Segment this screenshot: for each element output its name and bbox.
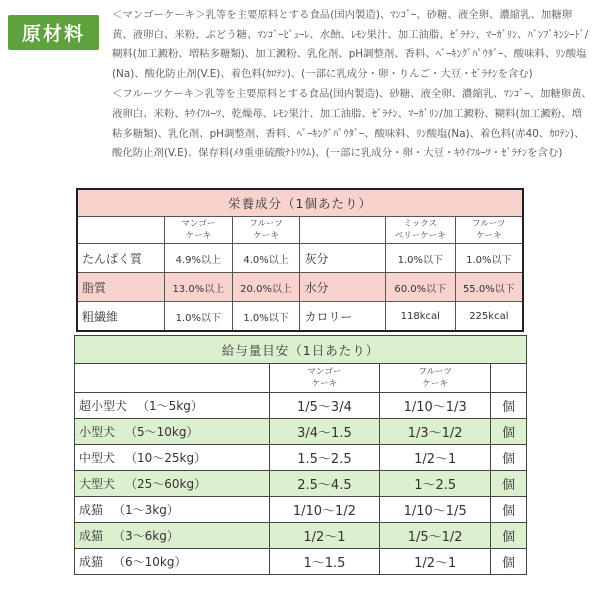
feeding-label: 小型犬 （5～10kg） — [75, 419, 270, 445]
feeding-mango: 3/4～1.5 — [269, 419, 380, 445]
feeding-fruit: 1～2.5 — [380, 471, 491, 497]
feeding-fruit: 1/10～1/5 — [380, 497, 491, 523]
nutrition-value: 1.0%以下 — [232, 302, 300, 332]
feeding-row — [75, 497, 527, 523]
nutrition-value: 4.0%以上 — [232, 244, 300, 273]
nutrition-header-mango: マンゴー ケーキ — [164, 217, 232, 244]
nutrition-value: 1.0%以下 — [385, 244, 455, 273]
nutrition-value: 60.0%以下 — [385, 273, 455, 302]
feeding-mango: 2.5～4.5 — [269, 471, 380, 497]
feeding-row — [75, 445, 527, 471]
feeding-label: 成猫 （1～3kg） — [75, 497, 270, 523]
feeding-fruit: 1/2～1 — [380, 549, 491, 575]
feeding-mango: 1/5～3/4 — [269, 393, 380, 419]
fruit-ingredients: ＜フルーツケーキ＞乳等を主要原料とする食品(国内製造)、砂糖、液全卵、濃縮乳、ﾏﾝｺﾞｰ、加糖卵黄、液卵白、米粉、ｷｳｲﾌﾙｰﾂ、乾燥苺、ﾚﾓﾝ果汁、加工油脂、ｾﾞﾗﾁﾝ、ﾏｰｶﾞﾘﾝ/加工澱粉、糊料(加工澱粉、増粘多糖類)、乳化剤、pH調整剤、香料、ﾍﾞｰｷﾝｸﾞﾊﾟｳﾀﾞｰ、酸味料、ﾘﾝ酸塩(Na)、着色料(赤40、ｶﾛﾃﾝ)、酸化防止剤(V.E)、保存料(ﾒﾀ重亜硫酸ﾅﾄﾘｳﾑ)、(一部に乳成分・卵・大豆・ｷｳｲﾌﾙｰﾂ・ｾﾞﾗﾁﾝを含む) — [112, 88, 592, 160]
feeding-fruit: 1/3～1/2 — [380, 419, 491, 445]
ingredients-badge: 原材料 — [8, 15, 99, 50]
nutrition-header-mix: ミックス ベリーケーキ — [385, 217, 455, 244]
feeding-table — [74, 335, 527, 575]
feeding-row — [75, 549, 527, 575]
feeding-row — [75, 393, 527, 419]
nutrition-label: カロリー — [300, 302, 385, 332]
nutrition-label: 水分 — [300, 273, 385, 302]
feeding-unit: 個 — [491, 445, 527, 471]
feeding-header-blank — [75, 364, 270, 393]
nutrition-value: 1.0%以下 — [164, 302, 232, 332]
feeding-header-blank2 — [491, 364, 527, 393]
nutrition-label: 灰分 — [300, 244, 385, 273]
ingredients-text — [112, 6, 592, 164]
feeding-mango: 1.5～2.5 — [269, 445, 380, 471]
feeding-unit: 個 — [491, 393, 527, 419]
feeding-label: 超小型犬 （1～5kg） — [75, 393, 270, 419]
nutrition-value: 55.0%以下 — [455, 273, 523, 302]
feeding-unit: 個 — [491, 471, 527, 497]
feeding-fruit: 1/2～1 — [380, 445, 491, 471]
nutrition-value: 20.0%以上 — [232, 273, 300, 302]
feeding-mango: 1/2～1 — [269, 523, 380, 549]
nutrition-value: 118kcal — [385, 302, 455, 332]
feeding-title: 給与量目安（1日あたり） — [75, 336, 527, 364]
nutrition-label: たんぱく質 — [77, 244, 164, 273]
nutrition-label: 粗繊維 — [77, 302, 164, 332]
nutrition-value: 225kcal — [455, 302, 523, 332]
nutrition-row — [77, 302, 523, 332]
nutrition-value: 4.9%以上 — [164, 244, 232, 273]
feeding-label: 成猫 （6～10kg） — [75, 549, 270, 575]
feeding-unit: 個 — [491, 497, 527, 523]
feeding-label: 中型犬 （10～25kg） — [75, 445, 270, 471]
nutrition-value: 1.0%以下 — [455, 244, 523, 273]
nutrition-header-blank — [77, 217, 164, 244]
feeding-unit: 個 — [491, 549, 527, 575]
feeding-mango: 1～1.5 — [269, 549, 380, 575]
nutrition-header-fruit: フルーツ ケーキ — [232, 217, 300, 244]
nutrition-label: 脂質 — [77, 273, 164, 302]
nutrition-header-blank2 — [300, 217, 385, 244]
nutrition-title: 栄養成分（1個あたり） — [77, 189, 523, 217]
nutrition-row — [77, 244, 523, 273]
mango-ingredients: ＜マンゴーケーキ＞乳等を主要原料とする食品(国内製造)、ﾏﾝｺﾞｰ、砂糖、液全卵、濃縮乳、加糖卵黄、液卵白、米粉、ぶどう糖、ﾏﾝｺﾞｰﾋﾟｭｰﾚ、水飴、ﾚﾓﾝ果汁、加工油脂、ｾﾞﾗﾁﾝ、ﾏｰｶﾞﾘﾝ、ﾊﾞﾝﾌﾞｷﾝｼｰﾄﾞ/糊料(加工澱粉、増粘多糖類)、加工澱粉、乳化剤、pH調整剤、香料、ﾍﾞｰｷﾝｸﾞﾊﾟｳﾀﾞｰ、酸味料、ﾘﾝ酸塩(Na)、酸化防止剤(V.E)、着色料(ｶﾛﾃﾝ)、(一部に乳成分・卵・りんご・大豆・ｾﾞﾗﾁﾝを含む) — [112, 9, 589, 80]
feeding-fruit: 1/10～1/3 — [380, 393, 491, 419]
feeding-label: 成猫 （3～6kg） — [75, 523, 270, 549]
feeding-label: 大型犬 （25～60kg） — [75, 471, 270, 497]
feeding-unit: 個 — [491, 419, 527, 445]
feeding-header-mango: マンゴー ケーキ — [269, 364, 380, 393]
feeding-fruit: 1/5～1/2 — [380, 523, 491, 549]
feeding-mango: 1/10～1/2 — [269, 497, 380, 523]
nutrition-row — [77, 273, 523, 302]
nutrition-value: 13.0%以上 — [164, 273, 232, 302]
feeding-header-fruit: フルーツ ケーキ — [380, 364, 491, 393]
feeding-unit: 個 — [491, 523, 527, 549]
nutrition-header-fruit2: フルーツ ケーキ — [455, 217, 523, 244]
feeding-row — [75, 471, 527, 497]
feeding-row — [75, 419, 527, 445]
nutrition-table — [76, 188, 524, 332]
feeding-row — [75, 523, 527, 549]
